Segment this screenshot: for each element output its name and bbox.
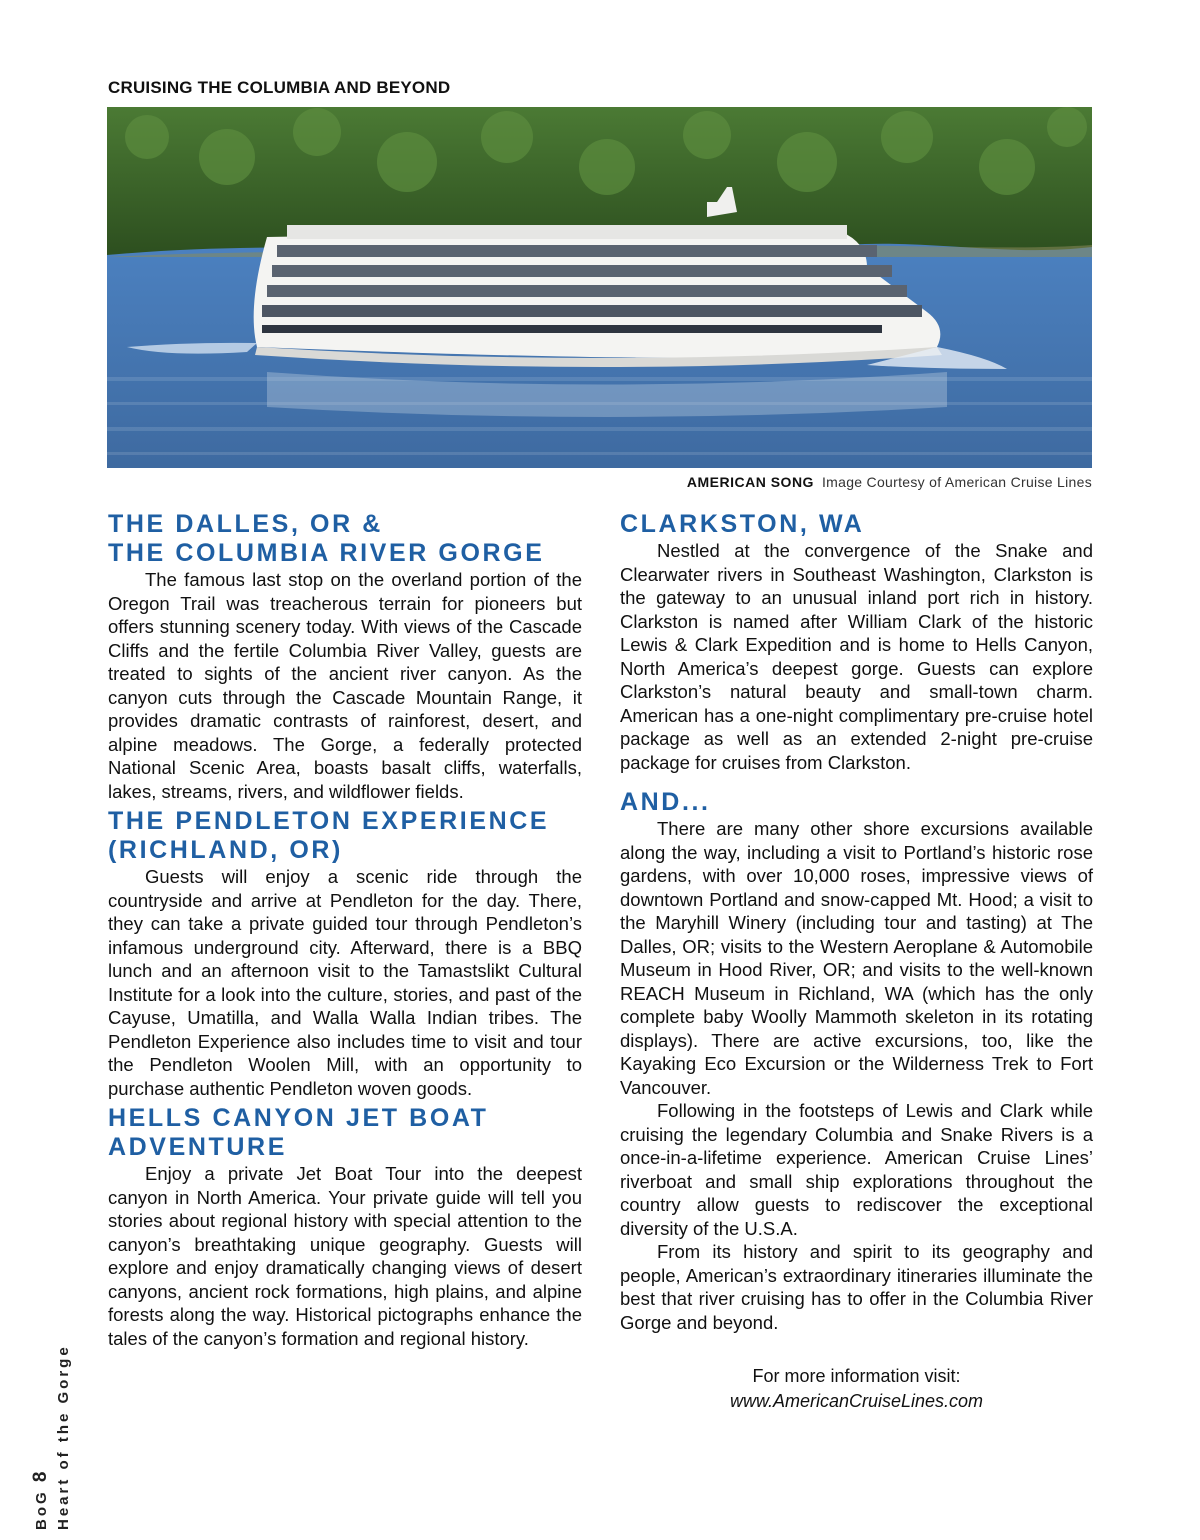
heading-line: THE PENDLETON EXPERIENCE	[108, 807, 550, 835]
more-info	[620, 1364, 1093, 1414]
section-heading	[108, 807, 582, 865]
heading-line: AND...	[620, 788, 711, 816]
section-heading	[108, 1104, 582, 1162]
heading-line: ADVENTURE	[108, 1133, 287, 1161]
more-info-label: For more information visit:	[752, 1366, 961, 1386]
section-body: Following in the footsteps of Lewis and Clark while cruising the legendary Columbia and Snake Rivers is a once-in-a-lifetime experience. American Cruise Lines’ riverboat and small ship explorations throughout the country allow guests to rediscover the exceptional diversity of the U.S.A.	[620, 1100, 1093, 1239]
caption-credit: Image Courtesy of American Cruise Lines	[821, 474, 1092, 490]
page-section-title: CRUISING THE COLUMBIA AND BEYOND	[108, 78, 451, 97]
brand-mark: BoG	[33, 1489, 50, 1530]
page-footer-vertical	[30, 1230, 75, 1530]
section-and	[620, 788, 1093, 1334]
section-pendleton	[108, 807, 582, 1100]
page-number: 8	[30, 1470, 51, 1483]
section-body: From its history and spirit to its geography and people, American’s extraordinary itineraries illuminate the best that river cruising has to offer in the Columbia River Gorge and beyond.	[620, 1241, 1093, 1333]
section-name: Heart of the Gorge	[55, 1344, 72, 1530]
heading-line: CLARKSTON, WA	[620, 510, 865, 538]
heading-line: THE DALLES, OR &	[108, 510, 383, 538]
heading-line: HELLS CANYON JET BOAT	[108, 1104, 489, 1132]
website-link[interactable]: www.AmericanCruiseLines.com	[729, 1391, 984, 1411]
section-heading	[620, 788, 1093, 817]
section-body: There are many other shore excursions available along the way, including a visit to Portland’s historic rose gardens, with over 10,000 roses, impressive views of downtown Portland and snow-capped Mt. Hood; a visit to the Maryhill Winery (including tour and tasting) at The Dalles, OR; visits to the Western Aeroplane & Automobile Museum in Hood River, OR; and visits to the well-known REACH Museum in Richland, WA (which has the only complete baby Woolly Mammoth skeleton in its rotating displays). There are active excursions, too, like the Kayaking Eco Excursion or the Wilderness Trek to Fort Vancouver.	[620, 818, 1093, 1098]
section-the-dalles	[108, 510, 582, 803]
section-body: The famous last stop on the overland portion of the Oregon Trail was treacherous terrain for pioneers but offers stunning scenery today. With views of the Cascade Cliffs and the fertile Columbia River Valley, guests are treated to sights of the ancient river canyon. As the canyon cuts through the Cascade Mountain Range, it provides dramatic contrasts of rainforest, desert, and alpine meadows. The Gorge, a federally protected National Scenic Area, boasts basalt cliffs, waterfalls, lakes, streams, rivers, and wildflower fields.	[108, 569, 582, 802]
section-heading	[108, 510, 582, 568]
heading-line: (RICHLAND, OR)	[108, 836, 343, 864]
section-body: Nestled at the convergence of the Snake and Clearwater rivers in Southeast Washington, Clarkston is the gateway to an unusual inland port rich in history. Clarkston is named after William Clark of the historic Lewis & Clark Expedition and is home to Hells Canyon, North America’s deepest gorge. Guests can explore Clarkston’s natural beauty and small-town charm. American has a one-night complimentary pre-cruise hotel package as well as an extended 2-night pre-cruise package for cruises from Clarkston.	[620, 540, 1093, 773]
photo-caption	[687, 474, 1092, 490]
left-column	[108, 510, 582, 1350]
section-body: Guests will enjoy a scenic ride through the countryside and arrive at Pendleton for the day. There, they can take a private guided tour through Pendleton’s infamous underground city. Afterward, there is a BBQ lunch and an afternoon visit to the Tamastslikt Cultural Institute for a look into the culture, stories, and past of the Cayuse, Umatilla, and Walla Walla Indian tribes. The Pendleton Experience also includes time to visit and tour the Pendleton Woolen Mill, with an opportunity to purchase authentic Pendleton woven goods.	[108, 866, 582, 1099]
section-heading	[620, 510, 1093, 539]
ship-photo	[107, 107, 1092, 468]
caption-title: AMERICAN SONG	[686, 474, 814, 490]
section-clarkston	[620, 510, 1093, 774]
section-body: Enjoy a private Jet Boat Tour into the deepest canyon in North America. Your private guide will tell you stories about regional history with special attention to the canyon’s breathtaking unique geography. Guests will explore and enjoy dramatically changing views of desert canyons, ancient rock formations, high plains, and alpine forests along the way. Historical pictographs enhance the tales of the canyon’s formation and regional history.	[108, 1163, 582, 1349]
section-hells-canyon	[108, 1104, 582, 1350]
heading-line: THE COLUMBIA RIVER GORGE	[108, 539, 545, 567]
right-column	[620, 510, 1093, 1414]
